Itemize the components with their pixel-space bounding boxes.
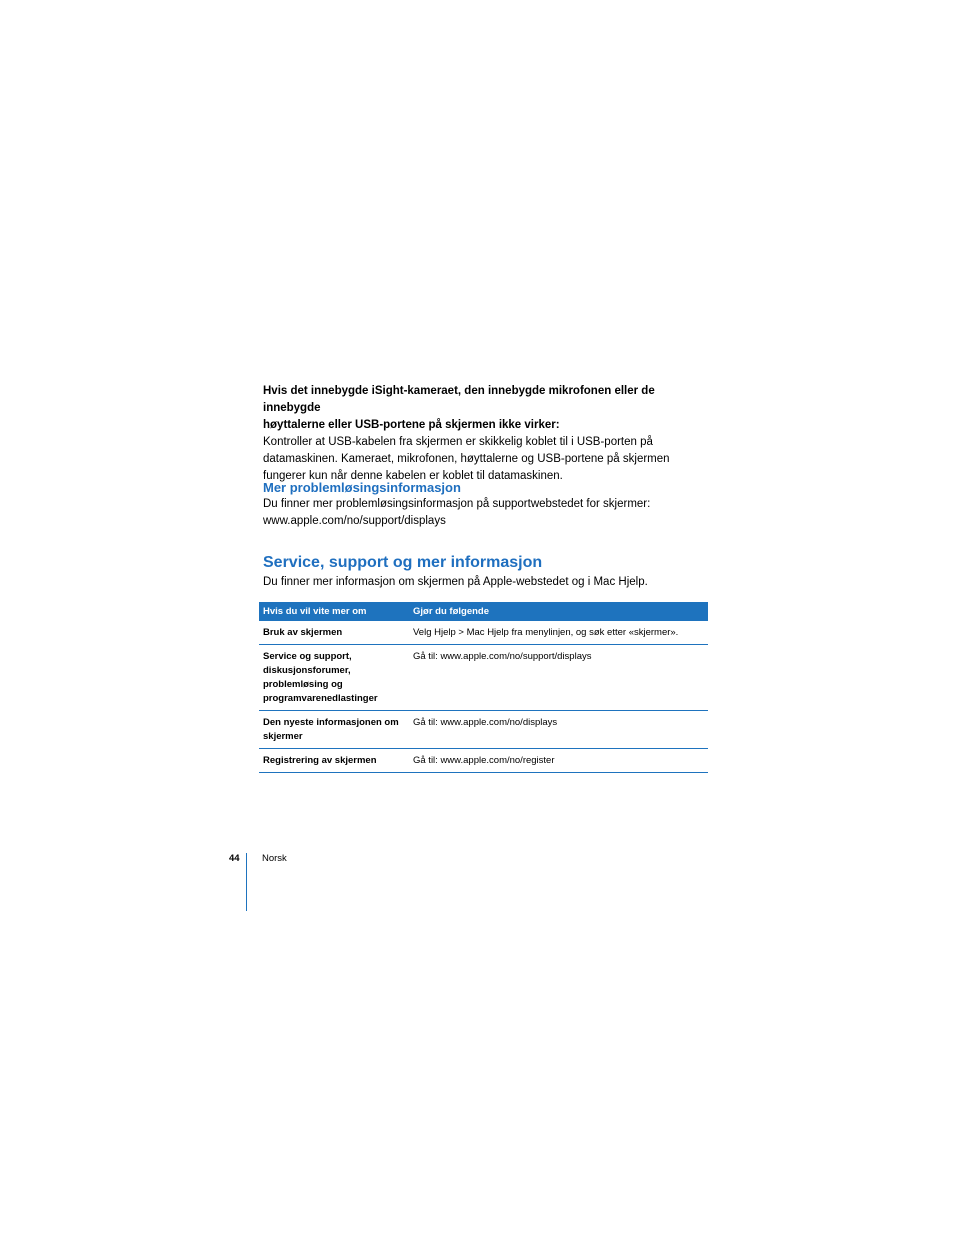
intro-body-line: datamaskinen. Kameraet, mikrofonen, høyttalerne og USB-portene på skjermen bbox=[263, 453, 670, 465]
intro-section bbox=[263, 383, 708, 485]
table-row bbox=[259, 711, 708, 749]
footer-language: Norsk bbox=[262, 853, 287, 864]
table-row bbox=[259, 621, 708, 645]
intro-body-line: fungerer kun når denne kabelen er koblet til datamaskinen. bbox=[263, 470, 563, 482]
troubleshooting-line: Du finner mer problemløsingsinformasjon på supportwebstedet for skjermer: bbox=[263, 498, 651, 510]
troubleshooting-body bbox=[263, 496, 650, 530]
topic-line: skjermer bbox=[263, 731, 303, 742]
table-cell-action: Gå til: www.apple.com/no/support/displays bbox=[409, 645, 708, 711]
table-cell-action: Gå til: www.apple.com/no/register bbox=[409, 749, 708, 773]
topic-line: diskusjonsforumer, bbox=[263, 665, 351, 676]
topic-line: Bruk av skjermen bbox=[263, 627, 343, 638]
service-body: Du finner mer informasjon om skjermen på Apple-webstedet og i Mac Hjelp. bbox=[263, 576, 648, 588]
table-cell-topic bbox=[259, 749, 409, 773]
table-cell-action: Gå til: www.apple.com/no/displays bbox=[409, 711, 708, 749]
service-heading: Service, support og mer informasjon bbox=[263, 554, 543, 571]
page-number: 44 bbox=[229, 853, 240, 864]
table-cell-topic bbox=[259, 621, 409, 645]
table-row bbox=[259, 749, 708, 773]
table-row bbox=[259, 645, 708, 711]
intro-heading bbox=[263, 383, 708, 434]
topic-line: Service og support, bbox=[263, 651, 352, 662]
table-header-action: Gjør du følgende bbox=[409, 602, 708, 621]
topic-line: Registrering av skjermen bbox=[263, 755, 377, 766]
table-cell-action: Velg Hjelp > Mac Hjelp fra menylinjen, og søk etter «skjermer». bbox=[409, 621, 708, 645]
intro-body-line: Kontroller at USB-kabelen fra skjermen er skikkelig koblet til i USB-porten på bbox=[263, 436, 653, 448]
info-table bbox=[259, 602, 708, 773]
topic-line: problemløsing og bbox=[263, 679, 343, 690]
table-header-topic: Hvis du vil vite mer om bbox=[259, 602, 409, 621]
table-cell-topic bbox=[259, 645, 409, 711]
topic-line: Den nyeste informasjonen om bbox=[263, 717, 399, 728]
intro-body bbox=[263, 434, 708, 485]
table-cell-topic bbox=[259, 711, 409, 749]
intro-heading-line: Hvis det innebygde iSight-kameraet, den innebygde mikrofonen eller de innebygde bbox=[263, 385, 655, 414]
troubleshooting-heading: Mer problemløsingsinformasjon bbox=[263, 480, 461, 495]
troubleshooting-url: www.apple.com/no/support/displays bbox=[263, 515, 446, 527]
topic-line: programvarenedlastinger bbox=[263, 693, 378, 704]
footer-divider bbox=[246, 853, 247, 911]
table-header-row bbox=[259, 602, 708, 621]
intro-heading-line: høyttalerne eller USB-portene på skjermen ikke virker: bbox=[263, 419, 560, 431]
